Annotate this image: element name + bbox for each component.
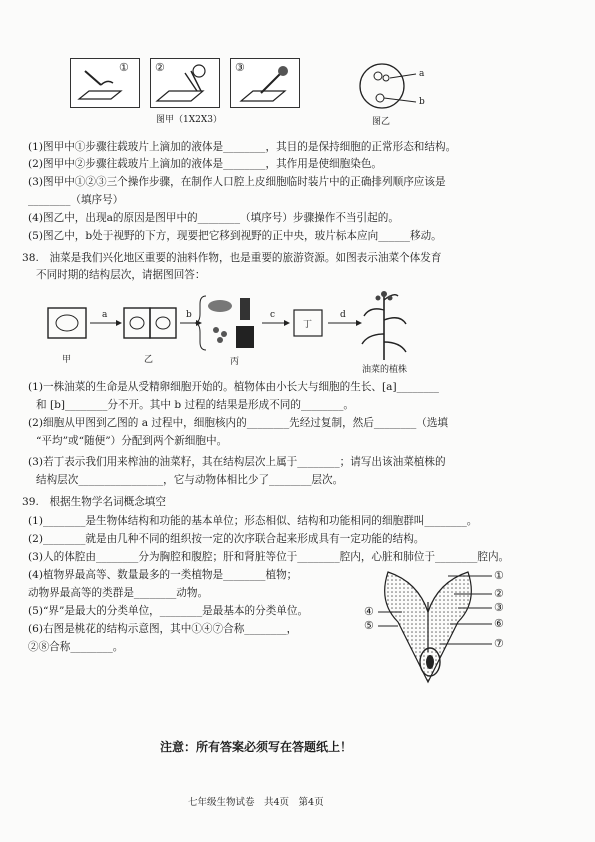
q38-stem-2: 不同时期的结构层次，请据图回答： xyxy=(36,269,206,281)
stage-jia-label: 甲 xyxy=(62,355,72,365)
flower-label-1: ① xyxy=(494,569,504,582)
stage-plant-label: 油菜的植株 xyxy=(362,365,408,375)
arrow-c-label: c xyxy=(270,310,276,320)
figure-jia-caption: 图甲（1X2X3） xyxy=(156,115,222,125)
q38-line-4: “平均”或“随便”）分配到两个新细胞中。 xyxy=(36,435,228,447)
peach-flower-diagram xyxy=(358,562,518,702)
microscope-view-icon xyxy=(358,60,428,112)
flower-label-6: ⑥ xyxy=(494,617,504,630)
step-2-frame xyxy=(150,58,220,108)
step-1-frame xyxy=(70,58,140,108)
q38-line-5: (3)若丁表示我们用来榨油的油菜籽，其在结构层次上属于________；请写出该油菜植株的 xyxy=(28,456,446,468)
q38-stem-1: 38. 油菜是我们兴化地区重要的油料作物，也是重要的旅游资源。如图表示油菜个体发育 xyxy=(22,252,442,264)
q39-line-5: 动物界最高等的类群是________动物。 xyxy=(28,587,209,599)
label-a: a xyxy=(419,69,425,79)
dropper-icon xyxy=(71,59,139,107)
stage-bing-label: 丙 xyxy=(230,357,240,367)
step-2-label: ② xyxy=(155,61,165,74)
q37-line-1: (1)图甲中①步骤往载玻片上滴加的液体是________，其目的是保持细胞的正常形态和结构。 xyxy=(28,141,457,153)
q39-line-8: ②⑧合称________。 xyxy=(28,641,124,653)
flower-label-5: ⑤ xyxy=(364,619,374,632)
flower-label-2: ② xyxy=(494,587,504,600)
flower-label-7: ⑦ xyxy=(494,637,504,650)
box-ding-label: 丁 xyxy=(303,320,313,330)
q37-line-2: (2)图甲中②步骤往载玻片上滴加的液体是________，其作用是使细胞染色。 xyxy=(28,158,383,170)
figure-jia xyxy=(70,58,320,130)
step-3-label: ③ xyxy=(235,61,245,74)
q38-line-2: 和 [b]________分不开。其中 b 过程的结果是形成不同的________。 xyxy=(36,399,354,411)
q37-line-5: (4)图乙中，出现a的原因是图甲中的________（填序号）步骤操作不当引起的。 xyxy=(28,212,399,224)
q38-line-3: (2)细胞从甲图到乙图的 a 过程中，细胞核内的________先经过复制，然后________（选填 xyxy=(28,417,449,429)
rape-development-diagram xyxy=(44,290,464,375)
q37-line-3: (3)图甲中①②③三个操作步骤，在制作人口腔上皮细胞临时装片中的正确排列顺序应该是 xyxy=(28,176,446,188)
flower-label-3: ③ xyxy=(494,601,504,614)
q39-line-3: (3)人的体腔由________分为胸腔和腹腔；肝和肾脏等位于________腔内，心脏和肺位于________腔内。 xyxy=(28,551,510,563)
q39-line-7: (6)右图是桃花的结构示意图，其中①④⑦合称________， xyxy=(28,623,298,635)
q37-line-6: (5)图乙中，b处于视野的下方，现要把它移到视野的正中央，玻片标本应向______移动。 xyxy=(28,230,442,242)
flower-label-4: ④ xyxy=(364,605,374,618)
figure-yi xyxy=(358,60,438,130)
q39-line-4: (4)植物界最高等、数量最多的一类植物是________植物； xyxy=(28,569,298,581)
q39-line-1: (1)________是生物体结构和功能的基本单位；形态相似、结构和功能相同的细胞群叫________。 xyxy=(28,515,478,527)
answer-notice: 注意：所有答案必须写在答题纸上！ xyxy=(160,740,353,754)
forceps-icon xyxy=(151,59,219,107)
arrow-d-label: d xyxy=(340,310,346,320)
page-footer: 七年级生物试卷 共4页 第4页 xyxy=(188,797,324,808)
step-3-frame xyxy=(230,58,300,108)
figure-yi-caption: 图乙 xyxy=(372,117,391,127)
q39-line-6: (5)“界”是最大的分类单位，________是最基本的分类单位。 xyxy=(28,605,309,617)
label-b: b xyxy=(419,97,425,107)
q39-line-2: (2)________就是由几种不同的组织按一定的次序联合起来形成具有一定功能的结构。 xyxy=(28,533,425,545)
q39-stem: 39. 根据生物学名词概念填空 xyxy=(22,496,166,508)
arrow-a-label: a xyxy=(102,310,108,320)
cover-slip-icon xyxy=(231,59,299,107)
step-1-label: ① xyxy=(119,61,129,74)
q38-line-6: 结构层次________________，它与动物体相比少了________层次。 xyxy=(36,474,344,486)
q37-line-4: ________（填序号） xyxy=(28,194,124,206)
arrow-b-label: b xyxy=(186,310,192,320)
q38-line-1: (1)一株油菜的生命是从受精卵细胞开始的。植物体由小长大与细胞的生长、[a]________ xyxy=(28,381,439,393)
stage-yi-label: 乙 xyxy=(144,355,154,365)
